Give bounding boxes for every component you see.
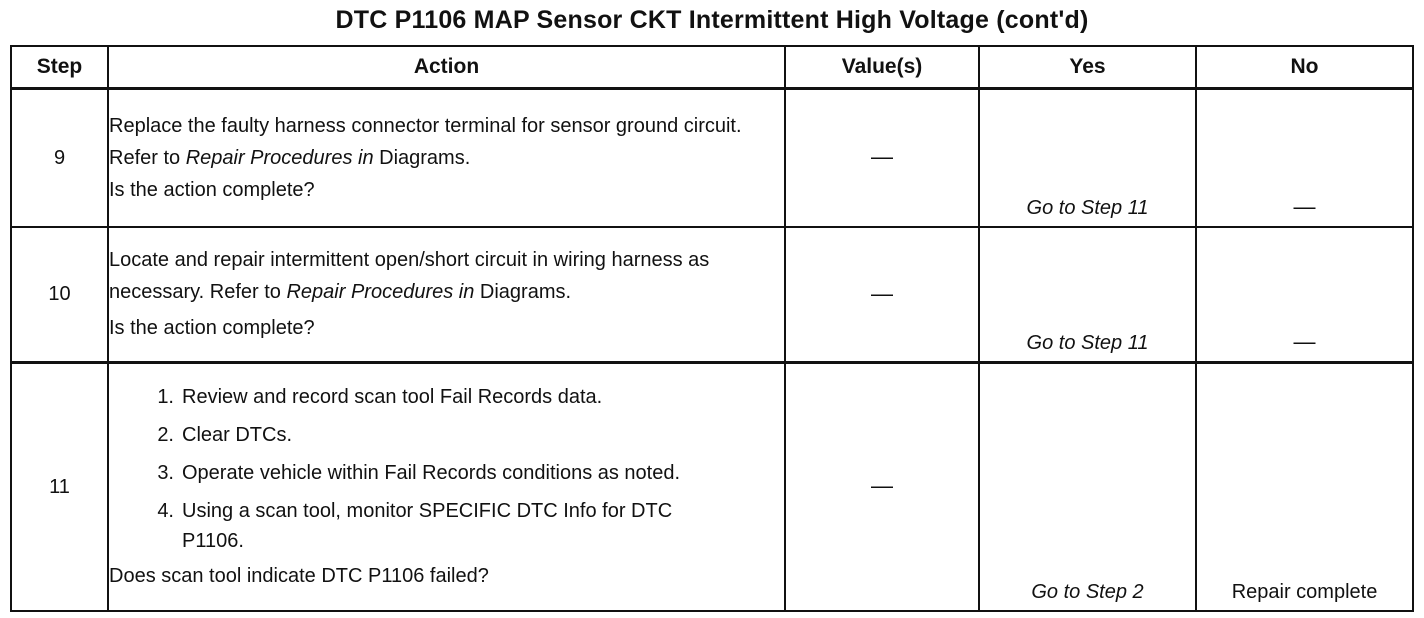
yes-action: Go to Step 2 bbox=[1031, 580, 1144, 603]
table-row bbox=[11, 227, 1413, 363]
action-cell bbox=[108, 363, 785, 611]
reference-link-text: Repair Procedures in bbox=[185, 146, 374, 169]
action-text: Locate and repair intermittent open/short circuit in wiring harness as necessary. Refer to Repair Procedures in Diagrams. bbox=[109, 249, 710, 304]
list-item: 4. Using a scan tool, monitor SPECIFIC DTC Info for DTC P1106. bbox=[157, 499, 673, 552]
action-question: Is the action complete? bbox=[109, 178, 315, 201]
header-step: Step bbox=[11, 46, 108, 89]
list-item: 1. Review and record scan tool Fail Records data. bbox=[157, 385, 603, 408]
value-cell: — bbox=[785, 89, 979, 227]
no-cell bbox=[1196, 89, 1413, 227]
action-question: Is the action complete? bbox=[109, 317, 315, 340]
header-values: Value(s) bbox=[785, 46, 979, 89]
diagnostic-table bbox=[10, 45, 1414, 612]
value-cell: — bbox=[785, 227, 979, 363]
header-action: Action bbox=[108, 46, 785, 89]
no-cell bbox=[1196, 227, 1413, 363]
procedure-list bbox=[109, 382, 784, 556]
header-yes: Yes bbox=[979, 46, 1196, 89]
no-action: — bbox=[1293, 193, 1316, 219]
yes-cell bbox=[979, 89, 1196, 227]
yes-cell bbox=[979, 227, 1196, 363]
step-number: 9 bbox=[11, 89, 108, 227]
header-no: No bbox=[1196, 46, 1413, 89]
yes-cell bbox=[979, 363, 1196, 611]
reference-link-text: Repair Procedures in bbox=[286, 281, 475, 304]
no-action: Repair complete bbox=[1231, 580, 1378, 603]
action-cell bbox=[108, 227, 785, 363]
step-number: 11 bbox=[11, 363, 108, 611]
list-item: 2. Clear DTCs. bbox=[157, 423, 293, 446]
step-number: 10 bbox=[11, 227, 108, 363]
yes-action: Go to Step 11 bbox=[1026, 196, 1149, 219]
action-cell bbox=[108, 89, 785, 227]
action-text: Replace the faulty harness connector terminal for sensor ground circuit. Refer to Repair Procedures in Diagrams. bbox=[109, 114, 742, 169]
action-question: Does scan tool indicate DTC P1106 failed? bbox=[109, 564, 489, 587]
no-action: — bbox=[1293, 329, 1316, 354]
no-cell bbox=[1196, 363, 1413, 611]
value-cell: — bbox=[785, 363, 979, 611]
table-row bbox=[11, 89, 1413, 227]
table-row bbox=[11, 363, 1413, 611]
yes-action: Go to Step 11 bbox=[1026, 332, 1149, 354]
table-header-row bbox=[11, 46, 1413, 89]
page-title: DTC P1106 MAP Sensor CKT Intermittent High Voltage (cont'd) bbox=[335, 6, 1089, 34]
list-item: 3. Operate vehicle within Fail Records conditions as noted. bbox=[157, 461, 681, 484]
